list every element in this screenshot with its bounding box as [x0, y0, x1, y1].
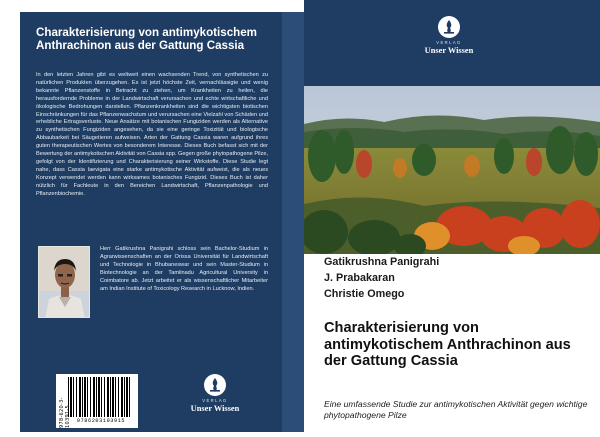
front-logo-band: [304, 0, 600, 86]
back-cover: [20, 12, 282, 432]
publisher-name: Unser Wissen: [190, 404, 240, 413]
author-name: Christie Omego: [324, 288, 405, 300]
back-cover-title: Charakterisierung von antimykotischem Anthrachinon aus der Gattung Cassia: [36, 26, 257, 52]
author-bio: Herr Gatikrushna Panigrahi schloss sein Bachelor-Studium in Agrarwissenschaften an der Orissa Universität für Landwirtschaft und Technologie in Bhubaneswar und sein Master-Studium in Biotechnologie an der Tamilnadu Agricultural University in Coimbatore ab. Jetzt arbeitet er als wissenschaftlicher Mitarbeiter am Indian Institute of Toxicology Research in Lucknow, Indien.: [100, 246, 268, 292]
barcode: [56, 374, 138, 428]
front-cover-subtitle: Eine umfassende Studie zur antimykotischen Aktivität gegen wichtige phytopathogene Pilze: [324, 399, 588, 420]
barcode-isbn-side: 978-620-3-10391-5: [59, 397, 71, 428]
barcode-icon: [68, 377, 132, 417]
publisher-logo-icon: [204, 374, 226, 396]
back-cover-blurb: In den letzten Jahren gibt es weltweit einen wachsenden Trend, von synthetischen zu natürlichen Produkten überzugehen. Es ist jetzt höchste Zeit, vernachlässigte und wenig bekannte Pflanzenstoffe in Betracht zu ziehen, um Krankheiten zu heilen, die herausfordernde Probleme in der Landwirtschaft verursachen und echte wirtschaftliche und ökologische Bedrohungen darstellen. Pflanzenkrankheiten sind die wichtigsten biotischen Einschränkungen für das Pflanzenwachstum und verursachen eine Vielzahl von Schäden und erhebliche Ertragsverluste. Neue Ansätze mit botanischen Fungiziden werden als Alternative zu synthetischen Fungiziden angesehen, da sie eine geringe Toxizität und biologische Abbaubarkeit bei Säugetieren aufweisen. Arten der Gattung Cassia waren aufgrund ihres guten therapeutischen Wertes von besonderem Interesse. Dieses Buch befasst sich mit der Bewertung der antimykotischen Aktivität von Cassia spp. Gegen große phytopathogene Pilze, gefolgt von der Identifizierung und Charakterisierung seiner Wirkstoffe. Diese Studie legt nahe, dass Cassia laevigata eine starke antimykotische Aktivität aufweist, die als neues Konzept verwendet werden kann wirksames botanisches Fungizid. Dieses Buch ist daher nützlich für Fachleute in den Bereichen Landwirtschaft, Pflanzenpathologie und Pflanzenbiochemie.: [36, 72, 268, 197]
front-cover: [304, 0, 600, 437]
publisher-name: Unser Wissen: [424, 46, 474, 55]
landscape-photo: [304, 86, 600, 254]
book-spine: [282, 12, 304, 432]
publisher-verlag-label: VERLAG: [202, 398, 228, 403]
front-publisher-logo: [414, 16, 484, 55]
publisher-logo-icon: [438, 16, 460, 38]
barcode-number: 9786203103915: [76, 418, 126, 424]
author-list: [324, 254, 584, 302]
front-cover-title: Charakterisierung von antimykotischem Anthrachinon aus der Gattung Cassia: [324, 320, 571, 370]
back-publisher-logo: [190, 374, 240, 413]
author-photo: [38, 246, 90, 318]
publisher-verlag-label: VERLAG: [436, 40, 462, 45]
author-name: J. Prabakaran: [324, 272, 395, 284]
author-name: Gatikrushna Panigrahi: [324, 256, 440, 268]
